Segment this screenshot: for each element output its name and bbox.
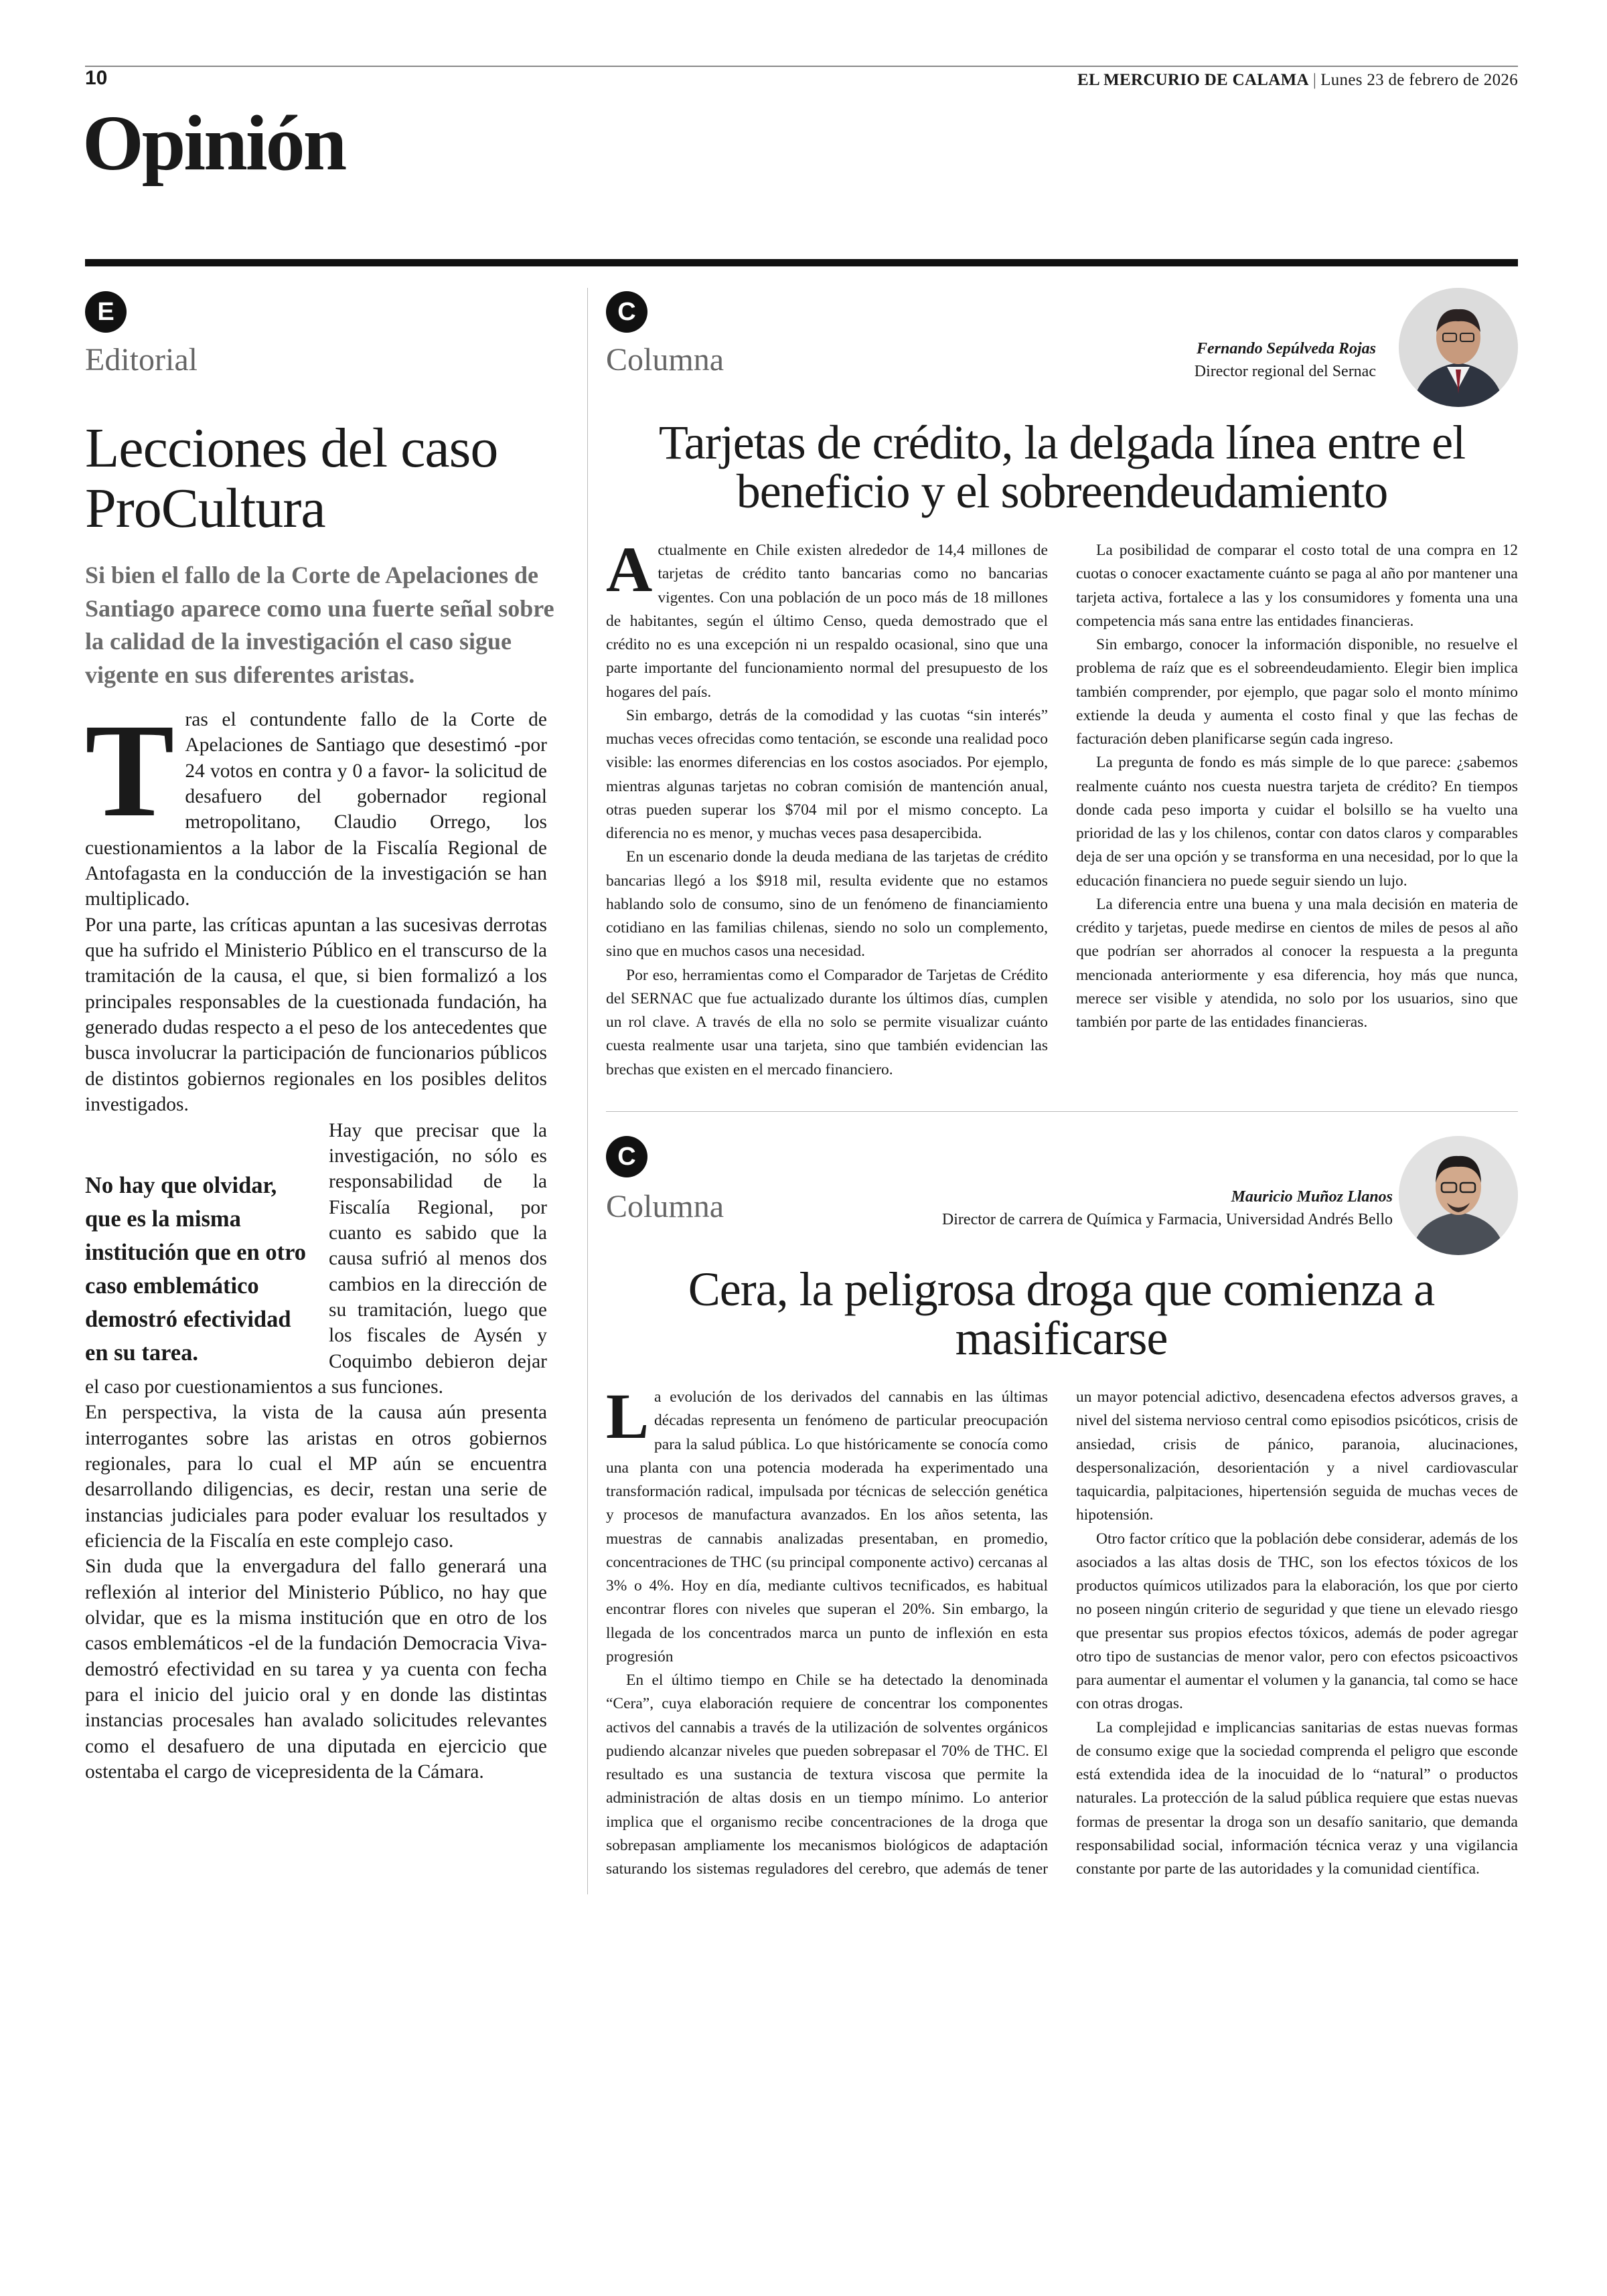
column2-paragraph: a evolución de los derivados del cannabis en las últimas décadas representa un fenómeno de particular preocupación para la salud pública. Lo que históricamente se conocía como una planta con una potencia moderada ha experimentado una transformación radical, impulsada por técnicas de selección genética y procesos de manufactura avanzados. En los años setenta, las muestras de cannabis analizadas presentaban, en promedio, concentraciones de THC (su principal componente activo) cercanas al 3% o 4%. Hoy en día, mediante cultivos tecnificados, es habitual encontrar flores con niveles que superan el 20%. Sin embargo, la llegada de los concentrados marca un punto de inflexión en esta progresión	[606, 1388, 1048, 1665]
editorial-title: Lecciones del caso ProCultura	[85, 417, 498, 540]
column1-author: Fernando Sepúlveda Rojas	[1196, 340, 1376, 357]
top-rule	[85, 66, 1518, 67]
column1-paragraph: ctualmente en Chile existen alrededor de 14,4 millones de tarjetas de crédito tanto bancarias como no bancarias vigentes. Con una población de un poco más de 18 millones de habitantes, según el último Censo, queda demostrado que el crédito no es una excepción ni un respaldo ocasional, sino que una parte importante del funcionamiento normal del presupuesto de los hogares del país.	[606, 542, 1048, 701]
column1-body	[606, 534, 1518, 1098]
author-portrait-icon	[1399, 288, 1518, 407]
column2-kicker: Columna	[606, 1189, 724, 1224]
column2-badge: C	[606, 1136, 647, 1177]
column1-paragraph: La pregunta de fondo es más simple de lo que parece: ¿sabemos realmente cuánto nos cuesta nuestra tarjeta de crédito? En tiempos donde cada peso importa y cuidar el bolsillo se ha vuelto una prioridad de las y los chilenos, contar con datos claros y comparables deja de ser una opción y se transforma en una necesidad, por lo que la educación financiera no puede seguir siendo un lujo.	[1076, 754, 1518, 890]
editorial-dropcap: T	[85, 697, 175, 845]
column1-paragraph: Por eso, herramientas como el Comparador de Tarjetas de Crédito del SERNAC que fue actualizado durante los últimos días, cumplen un rol clave. A través de ella no solo se permite visualizar cuánto cuesta realmente usar una tarjeta, sino que también evidencian las brechas que existen en el mercado financiero.	[606, 966, 1048, 1078]
column-separator-rule	[606, 1111, 1518, 1112]
column1-byline	[1195, 338, 1376, 383]
column1-paragraph: La posibilidad de comparar el costo total de una compra en 12 cuotas o conocer exactamente cuánto se paga al año por mantener una tarjeta activa, fortalece a las y los consumidores y fomenta una una competencia más sana entre las entidades financieras.	[1076, 542, 1518, 630]
masthead	[1077, 71, 1518, 90]
masthead-separator: |	[1312, 71, 1317, 89]
column2-author: Mauricio Muñoz Llanos	[1231, 1188, 1393, 1206]
issue-date: Lunes 23 de febrero de 2026	[1320, 71, 1518, 89]
author-portrait-icon	[1399, 1136, 1518, 1255]
column1-paragraph: Sin embargo, detrás de la comodidad y las cuotas “sin interés” muchas veces ofrecidas como tentación, se esconde una realidad poco visible: las enormes diferencias en los costos asociados. Por ejemplo, mientras algunas tarjetas no cobran comisión de mantención anual, otras pueden superar los $704 mil por el mismo concepto. La diferencia no es menor, y muchas veces pasa desapercibida.	[606, 706, 1048, 842]
editorial-kicker: Editorial	[85, 342, 198, 378]
section-title: Opinión	[82, 99, 346, 187]
column1-kicker: Columna	[606, 342, 724, 378]
editorial-paragraph: ras el contundente fallo de la Corte de Apelaciones de Santiago que desestimó -por 24 votos en contra y 0 a favor- la solicitud de desafuero del gobernador regional metropolitano, Claudio Orrego, los cuestionamientos a la labor de la Fiscalía Regional de Antofagasta en la conducción de la investigación se han multiplicado.	[85, 709, 547, 910]
editorial-paragraph: En perspectiva, la vista de la causa aún presenta interrogantes sobre las aristas en otros gobiernos regionales, para lo cual el MP aún se encuentra desarrollando diligencias, es decir, restan una serie de instancias judiciales para poder evaluar los resultados y eficiencia de la Fiscalía en este complejo caso.	[85, 1402, 547, 1552]
column2-byline	[942, 1186, 1393, 1231]
column1-author-photo	[1399, 288, 1518, 407]
section-rule	[85, 259, 1518, 266]
column2-role: Director de carrera de Química y Farmacia, Universidad Andrés Bello	[941, 1210, 1393, 1228]
column1-title: Tarjetas de crédito, la delgada línea entre el beneficio y el sobreendeudamiento	[658, 416, 1466, 519]
column1-paragraph: En un escenario donde la deuda mediana de las tarjetas de crédito bancarias llegó a los $918 mil, resulta evidente que no estamos hablando solo de consumo, sino de un fenómeno de financiamiento cotidiano en las familias chilenas, siendo no solo un complemento, sino que en muchos casos una necesidad.	[606, 848, 1048, 961]
editorial-body	[85, 697, 547, 1785]
newspaper-name: EL MERCURIO DE CALAMA	[1077, 71, 1309, 89]
column2-paragraph: Otro factor crítico que la población debe considerar, además de los asociados a las altas dosis de THC, son los efectos tóxicos de los productos químicos utilizados para la elaboración, los que por cierto no poseen ningún criterio de seguridad y que tiene un elevado riesgo que presentar sus propios efectos tóxicos, además de poder agregar otro tipo de sustancias de menor valor, pero con efectos psicoactivos para aumentar el aumentar el volumen y la ganancia, tal como se hace con otras drogas.	[1076, 1530, 1518, 1713]
editorial-paragraph: Sin duda que la envergadura del fallo generará una reflexión al interior del Ministerio Público, no hay que olvidar, que es la misma institución que en otro de los casos emblemáticos -el de la fundación Democracia Viva- demostró efectividad en su tarea y ya cuenta con fecha para el inicio del juicio oral y en donde las distintas instancias procesales han avalado solicitudes relevantes como el desafuero de una diputada en ejercicio que ostentaba el cargo de vicepresidenta de la Cámara.	[85, 1556, 547, 1783]
column1-paragraph: La diferencia entre una buena y una mala decisión en materia de crédito y tarjetas, puede medirse en cientos de miles de pesos al año que podrían ser ahorrados al conocer la respuesta a la pregunta mencionada anteriormente y esa diferencia, hoy más que nunca, merece ser visible y atendida, no solo por los usuarios, sino que también por parte de las entidades financieras.	[1076, 895, 1518, 1031]
page-number: 10	[85, 67, 108, 89]
column1-badge: C	[606, 291, 647, 333]
column2-dropcap: L	[606, 1380, 649, 1452]
column2-author-photo	[1399, 1136, 1518, 1255]
column-divider	[587, 288, 588, 1894]
column2-title: Cera, la peligrosa droga que comienza a masificarse	[688, 1262, 1435, 1366]
column2-body	[606, 1380, 1518, 1908]
column1-role: Director regional del Sernac	[1194, 362, 1376, 380]
column2-paragraph: En el último tiempo en Chile se ha detectado la denominada “Cera”, cuya elaboración requiere de concentrar los componentes activos del cannabis a través de la utilización de solventes orgánicos pudiendo alcanzar niveles que pueden sobrepasar el 70% de THC. El resultado es una sustancia de textura viscosa que permite la administración de altas dosis en un tiempo mínimo. Lo anterior implica que el organismo recibe concentraciones de la droga que sobrepasan ampliamente los mecanismos biológicos de adaptación saturando los sistemas reguladores del cerebro, que además de tener un mayor potencial adictivo, desencadena efectos adversos graves, a nivel del sistema nervioso central como episodios psicóticos, crisis de ansiedad, crisis de pánico, paranoia, alucinaciones, despersonalización, desorientación y a nivel cardiovascular taquicardia, palpitaciones, hipertensión seguida de muchas veces de hipotensión.	[606, 1388, 1518, 1878]
editorial-lead: Si bien el fallo de la Corte de Apelaciones de Santiago aparece como una fuerte señal sobre la calidad de la investigación el caso sigue vigente en sus diferentes aristas.	[85, 562, 554, 689]
column2-paragraph: La complejidad e implicancias sanitarias de estas nuevas formas de consumo exige que la sociedad comprenda el peligro que esconde está extendida idea de la inocuidad de lo “natural” o productos naturales. La protección de la salud pública requiere que estas nuevas formas de presentar la droga son un desafío sanitario, que demanda responsabilidad social, información técnica veraz y una vigilancia constante por parte de las autoridades y la comunidad científica.	[1076, 1718, 1518, 1878]
editorial-badge: E	[85, 291, 127, 333]
column1-paragraph: Sin embargo, conocer la información disponible, no resuelve el problema de raíz que es el sobreendeudamiento. Elegir bien implica también comprender, por ejemplo, que pagar solo el monto mínimo extiende la deuda y aumenta el costo final y que las fechas de facturación deben planificarse según cada ingreso.	[1076, 636, 1518, 748]
editorial-paragraph: Por una parte, las críticas apuntan a las sucesivas derrotas que ha sufrido el Ministerio Público en el transcurso de la tramitación de la causa, el que, si bien formalizó a los principales responsables de la cuestionada fundación, ha generado dudas respecto a el peso de los antecedentes que busca involucrar la participación de funcionarios públicos de distintos gobiernos regionales en los posibles delitos investigados.	[85, 914, 547, 1116]
editorial-paragraph: Hay que precisar que la investigación, no sólo es responsabilidad de la Fiscalía Regional, por cuanto es sabido que la causa sufrió al menos dos cambios en la dirección de su tramitación, luego que los fiscales de Aysén y Coquimbo debieron dejar el caso por cuestionamientos a sus funciones.	[85, 1119, 547, 1398]
editorial-pullquote: No hay que olvidar, que es la misma institución que en otro caso emblemático demostró efectividad en su tarea.	[85, 1172, 307, 1366]
column1-dropcap: A	[606, 534, 653, 605]
